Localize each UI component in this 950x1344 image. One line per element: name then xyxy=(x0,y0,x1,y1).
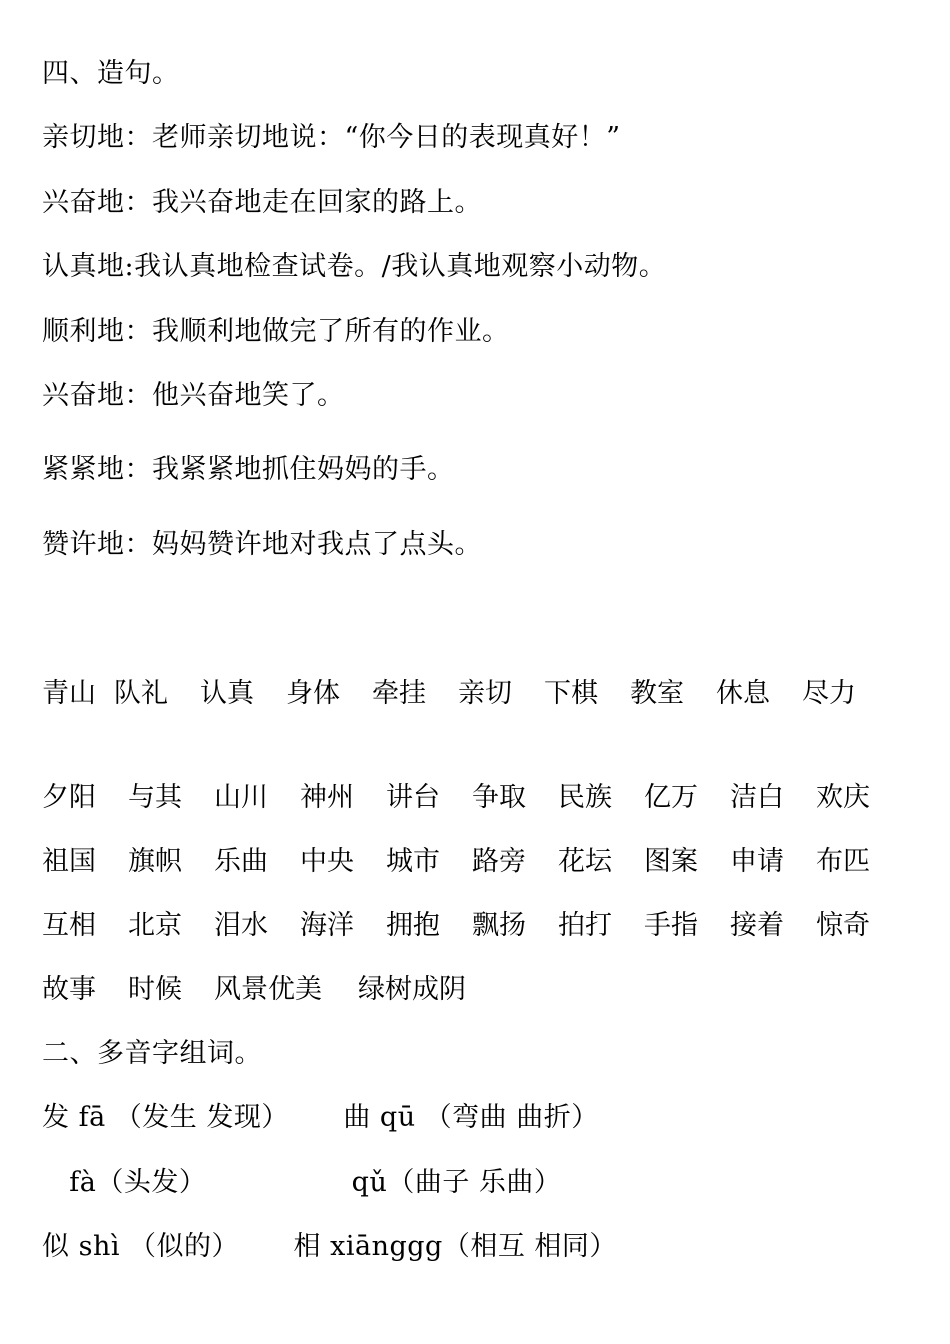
word: 布匹 xyxy=(816,846,870,877)
sentence-item: 顺利地：我顺利地做完了所有的作业。 xyxy=(42,316,510,347)
word: 飘扬 xyxy=(472,910,526,941)
word: 亲切 xyxy=(458,678,512,709)
word: 风景优美 xyxy=(214,974,322,1005)
word: 手指 xyxy=(644,910,698,941)
word: 讲台 xyxy=(386,782,440,813)
section4-heading: 四、造句。 xyxy=(42,58,180,89)
word: 图案 xyxy=(644,846,698,877)
word: 海洋 xyxy=(300,910,354,941)
word: 尽力 xyxy=(802,678,856,709)
word: 休息 xyxy=(716,678,770,709)
word: 中央 xyxy=(300,846,354,877)
word: 认真 xyxy=(200,678,254,709)
sentence-item: 认真地:我认真地检查试卷。/我认真地观察小动物。 xyxy=(42,251,667,282)
word: 接着 xyxy=(730,910,784,941)
word: 下棋 xyxy=(544,678,598,709)
sentence-item: 亲切地：老师亲切地说：“你今日的表现真好！” xyxy=(42,122,621,153)
sentence-item: 紧紧地：我紧紧地抓住妈妈的手。 xyxy=(42,454,455,485)
word: 山川 xyxy=(214,782,268,813)
word: 泪水 xyxy=(214,910,268,941)
polyphone-line: 似 shì （似的） 相 xiānggg（相互 相同） xyxy=(42,1231,617,1262)
word: 申请 xyxy=(730,846,784,877)
word: 时候 xyxy=(128,974,182,1005)
word: 洁白 xyxy=(730,782,784,813)
word: 拍打 xyxy=(558,910,612,941)
word: 城市 xyxy=(386,846,440,877)
word: 绿树成阴 xyxy=(358,974,466,1005)
word: 乐曲 xyxy=(214,846,268,877)
word: 祖国 xyxy=(42,846,96,877)
word: 牵挂 xyxy=(372,678,426,709)
sentence-item: 赞许地：妈妈赞许地对我点了点头。 xyxy=(42,529,482,560)
word: 路旁 xyxy=(472,846,526,877)
word: 青山 xyxy=(42,678,96,709)
word: 夕阳 xyxy=(42,782,96,813)
word: 旗帜 xyxy=(128,846,182,877)
polyphone-line: 发 fā （发生 发现） 曲 qū （弯曲 曲折） xyxy=(42,1102,599,1133)
word: 亿万 xyxy=(644,782,698,813)
sentence-item: 兴奋地：我兴奋地走在回家的路上。 xyxy=(42,187,482,218)
word: 北京 xyxy=(128,910,182,941)
word: 身体 xyxy=(286,678,340,709)
word: 拥抱 xyxy=(386,910,440,941)
sentence-item: 兴奋地：他兴奋地笑了。 xyxy=(42,380,345,411)
word: 欢庆 xyxy=(816,782,870,813)
word: 队礼 xyxy=(114,678,168,709)
word: 互相 xyxy=(42,910,96,941)
word: 教室 xyxy=(630,678,684,709)
word: 争取 xyxy=(472,782,526,813)
word: 神州 xyxy=(300,782,354,813)
word: 民族 xyxy=(558,782,612,813)
word: 与其 xyxy=(128,782,182,813)
word: 惊奇 xyxy=(816,910,870,941)
section2-heading: 二、多音字组词。 xyxy=(42,1038,262,1069)
word: 花坛 xyxy=(558,846,612,877)
word: 故事 xyxy=(42,974,96,1005)
polyphone-line: fà（头发） qǔ（曲子 乐曲） xyxy=(42,1167,562,1198)
